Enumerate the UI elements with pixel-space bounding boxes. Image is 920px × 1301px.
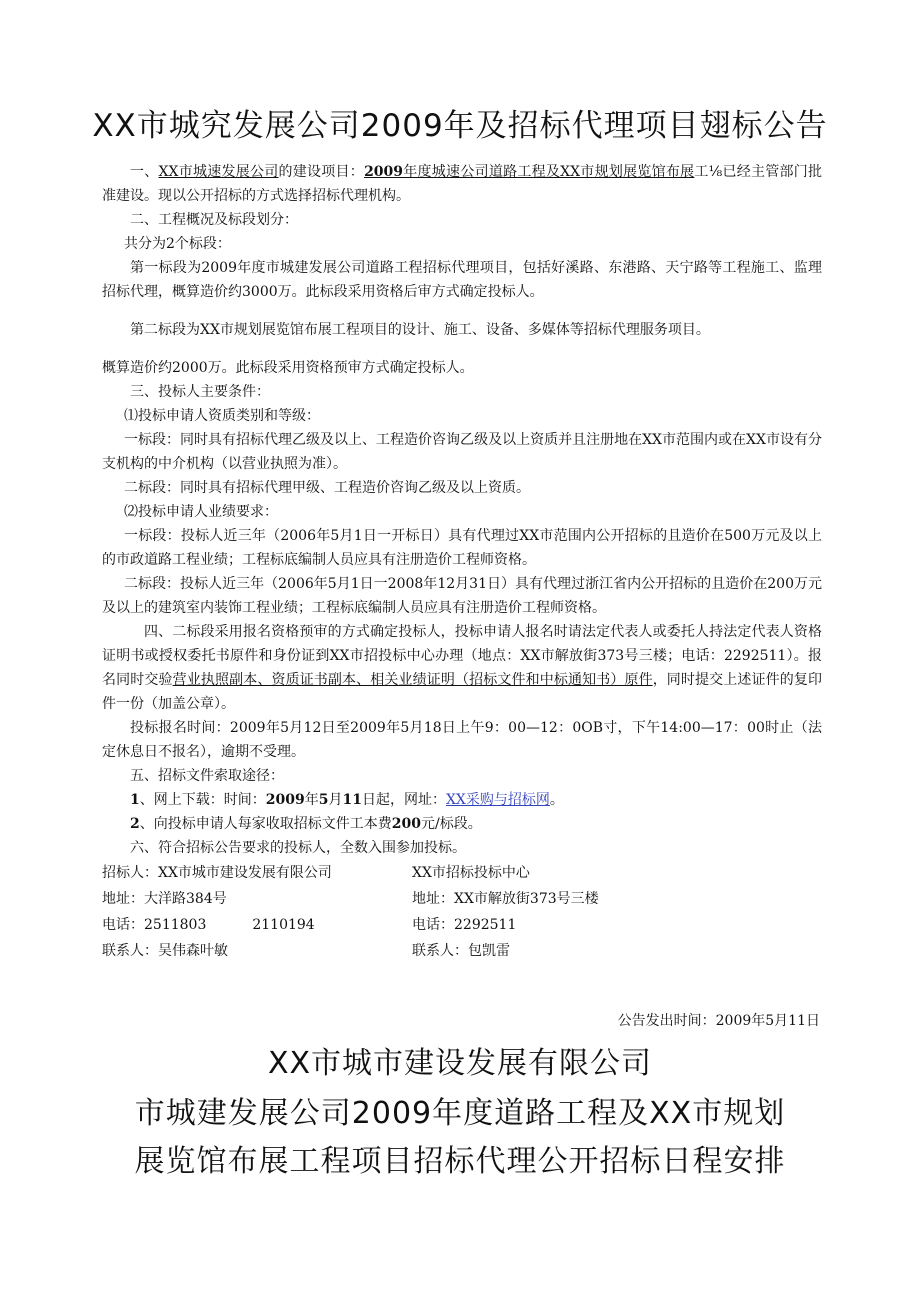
section4-registration: [102, 620, 822, 716]
section4-text-b: ，同时提交上述证件的复印件一份（加盖公章）。: [102, 672, 823, 712]
section4-documents: 营业执照副本、资质证书副本、相关业绩证明（招标文件和中标通知书）原件: [172, 672, 653, 688]
bottom-heading-line3: 展览馆布展工程项目招标代理公开招标日程安排: [134, 1144, 786, 1179]
section5-heading: 五、招标文件索取途径：: [130, 768, 284, 784]
spacer: [102, 342, 822, 356]
tenderer-phone-2: 2110194: [252, 917, 315, 933]
condition2-lot1: 一标段：投标人近三年（2006年5月1日一开标日）具有代理过XX市范围内公开招标的且造价在500万元及以上的市政道路工程业绩；工程标底编制人员应具有注册造价工程师资格。: [102, 528, 822, 568]
registration-time: 投标报名时间：2009年5月12日至2009年5月18日上午9：00—12：0OB寸，下午14:00—17：00时止（法定休息日不报名），逾期不受理。: [102, 720, 822, 760]
section3-heading: 三、投标人主要条件：: [130, 384, 270, 400]
tenderer-address: 地址：大洋路384号: [102, 891, 227, 907]
item1-year: 2009: [265, 792, 305, 808]
publish-time: 公告发出时间：2009年5月11日: [617, 1013, 820, 1029]
para1-company: XX市城速发展公司: [158, 164, 279, 180]
lot2-description: 第二标段为XX市规划展览馆布展工程项目的设计、施工、设备、多媒体等招标代理服务项目。: [130, 322, 710, 338]
procurement-website-link[interactable]: XX采购与招标网: [445, 792, 550, 808]
section6: 六、符合招标公告要求的投标人，全数入围参加投标。: [130, 840, 466, 856]
item1-text: 、网上下载：时间：: [139, 792, 266, 808]
center-name: XX市招标投标中心: [412, 865, 530, 881]
tenderer-contact-person: 联系人：吴伟森叶敏: [102, 943, 228, 959]
condition1-heading: ⑴投标申请人资质类别和等级：: [124, 408, 320, 424]
center-contact-person: 联系人：包凯雷: [412, 943, 510, 959]
tenderer-phone: [102, 912, 412, 938]
condition2-heading: ⑵投标申请人业绩要求：: [124, 504, 278, 520]
item2-number: 2: [130, 816, 140, 832]
center-address: 地址：XX市解放街373号三楼: [412, 891, 599, 907]
item2-unit: 元/标段。: [420, 816, 482, 832]
document-title: XX市城究发展公司2009年及招标代理项目翅标公告: [92, 108, 828, 144]
para1-tail: 工⅛已经主管部门批准建设。现以公开招标的方式选择招标代理机构。: [102, 164, 823, 204]
lot1-description: 第一标段为2009年度市城建发展公司道路工程招标代理项目，包括好溪路、东港路、天宁路等工程施工、监理招标代理，概算造价约3000万。此标段采用资格后审方式确定投标人。: [102, 260, 822, 300]
lot2-estimate: 概算造价约2000万。此标段采用资格预审方式确定投标人。: [102, 360, 474, 376]
tenderer-phone-1: 电话：2511803: [102, 917, 207, 933]
section4-text-a: 四、二标段采用报名资格预审的方式确定投标人，投标申请人报名时请法定代表人或委托人持法定代表人资格证明书或授权委托书原件和身份证到XX市招投标中心办理（地点：XX市解放街373号三楼；电话：2292511）。报名同时交验: [102, 624, 822, 688]
para1-mid: 的建设项目：: [278, 164, 365, 180]
paragraph-project-intro: [102, 160, 822, 208]
condition1-lot1: 一标段：同时具有招标代理乙级及以上、工程造价咨询乙级及以上资质并且注册地在XX市范围内或在XX市设有分支机构的中介机构（以营业执照为准）。: [102, 432, 822, 472]
spacer: [102, 304, 822, 318]
para1-year: 2009: [364, 164, 404, 180]
condition1-lot2: 二标段：同时具有招标代理甲级、工程造价咨询乙级及以上资质。: [124, 480, 530, 496]
section2-heading: 二、工程概况及标段划分：: [130, 212, 298, 228]
item1-month: 5: [318, 792, 329, 808]
tenderer-name: 招标人：XX市城市建设发展有限公司: [102, 865, 332, 881]
sections-count: 共分为2个标段：: [124, 236, 231, 252]
item1-url-label: 日起，网址：: [361, 792, 446, 808]
section5-item2: [102, 812, 822, 836]
tenderer-contact: [102, 860, 412, 964]
bottom-heading-line2: 市城建发展公司2009年度道路工程及XX市规划: [134, 1096, 786, 1131]
contact-block: [102, 860, 822, 964]
condition2-lot2: 二标段：投标人近三年（2006年5月1日一2008年12月31日）具有代理过浙江省内公开招标的且造价在200万元及以上的建筑室内装饰工程业绩；工程标底编制人员应具有注册造价工程师资格。: [102, 576, 822, 616]
item1-end: 。: [549, 792, 564, 808]
bidding-center-contact: [412, 860, 822, 964]
center-phone: 电话：2292511: [412, 917, 517, 933]
section5-item1: [102, 788, 822, 812]
item1-day: 11: [342, 792, 362, 808]
para1-project-name: 年度城速公司道路工程及XX市规划展览馆布展: [403, 164, 695, 180]
item2-text: 、向投标申请人每家收取招标文件工本费: [139, 816, 392, 832]
bottom-heading-line1: XX市城市建设发展有限公司: [267, 1046, 653, 1081]
para1-prefix: 一、: [130, 164, 159, 180]
item1-month-unit: 月: [328, 792, 343, 808]
item1-year-unit: 年: [304, 792, 319, 808]
item2-fee: 200: [391, 816, 421, 832]
item1-number: 1: [130, 792, 140, 808]
announcement-body: [102, 160, 822, 964]
